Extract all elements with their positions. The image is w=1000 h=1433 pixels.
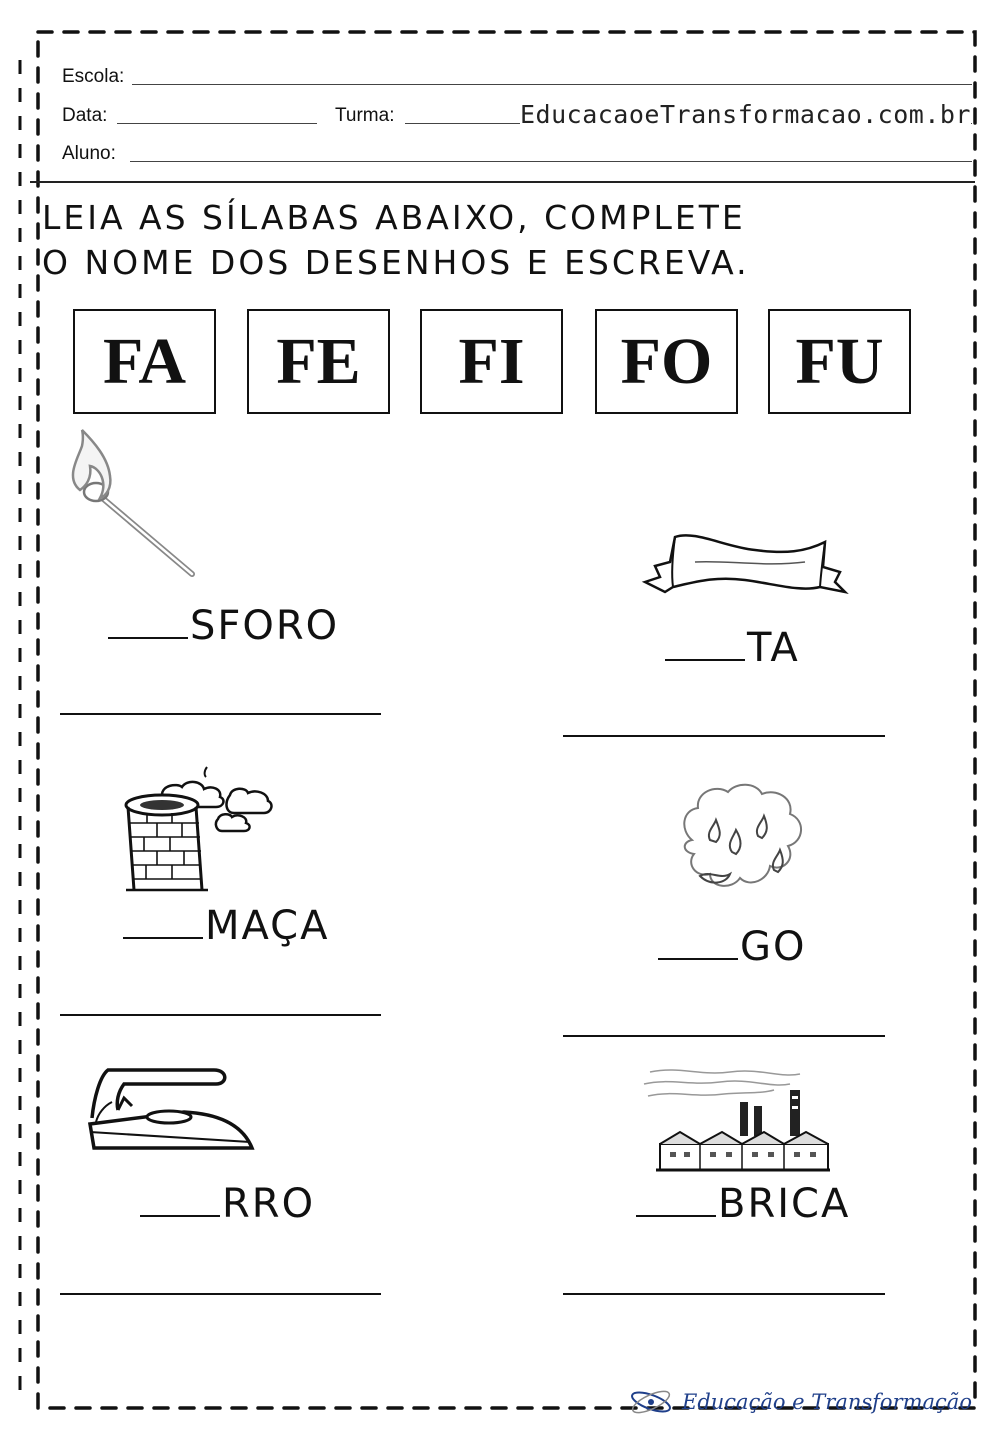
- syllable-box-fi: [420, 309, 563, 414]
- site-watermark: EducacaoeTransformacao.com.br: [520, 100, 971, 129]
- word-item-3[interactable]: [123, 903, 329, 949]
- syllable-box-fu: [768, 309, 911, 414]
- syllable-text: FI: [458, 324, 525, 398]
- factory-icon: [640, 1064, 832, 1174]
- word-item-4[interactable]: [658, 924, 806, 970]
- word-suffix: RRO: [222, 1181, 316, 1227]
- date-field[interactable]: [117, 123, 317, 124]
- syllable-box-fe: [247, 309, 390, 414]
- iron-icon: [84, 1062, 259, 1157]
- word-suffix: GO: [740, 924, 807, 970]
- header-divider: [30, 181, 975, 183]
- syllable-blank[interactable]: [658, 958, 738, 960]
- word-item-6[interactable]: [636, 1181, 850, 1227]
- student-field[interactable]: [130, 161, 972, 162]
- chimney-icon: [122, 765, 282, 895]
- class-label: Turma:: [335, 105, 395, 126]
- brand-name: Educação e Transformação: [682, 1390, 972, 1414]
- instruction-line-2: O NOME DOS DESENHOS E ESCREVA.: [42, 243, 750, 282]
- word-item-5[interactable]: [140, 1181, 315, 1227]
- syllable-blank[interactable]: [636, 1215, 716, 1217]
- write-line-item-4[interactable]: [563, 1035, 885, 1037]
- student-label: Aluno:: [62, 143, 116, 164]
- date-label: Data:: [62, 105, 108, 126]
- syllable-box-fo: [595, 309, 738, 414]
- syllable-text: FE: [276, 324, 361, 398]
- match-icon: [60, 428, 205, 578]
- word-suffix: BRICA: [718, 1181, 851, 1227]
- word-item-1[interactable]: [108, 603, 339, 649]
- atom-logo-icon: [628, 1385, 674, 1419]
- word-suffix: TA: [747, 625, 800, 671]
- word-item-2[interactable]: [665, 625, 800, 671]
- syllable-blank[interactable]: [108, 637, 188, 639]
- syllable-blank[interactable]: [665, 659, 745, 661]
- ribbon-icon: [635, 522, 860, 597]
- word-suffix: SFORO: [190, 603, 340, 649]
- write-line-item-1[interactable]: [60, 713, 381, 715]
- write-line-item-2[interactable]: [563, 735, 885, 737]
- syllable-blank[interactable]: [123, 937, 203, 939]
- write-line-item-3[interactable]: [60, 1014, 381, 1016]
- write-line-item-6[interactable]: [563, 1293, 885, 1295]
- school-label: Escola:: [62, 66, 125, 87]
- fire-icon: [670, 780, 815, 900]
- footer-brand: [628, 1385, 972, 1419]
- school-field[interactable]: [132, 84, 972, 85]
- syllable-blank[interactable]: [140, 1215, 220, 1217]
- syllable-text: FO: [620, 324, 713, 398]
- word-suffix: MAÇA: [205, 903, 330, 949]
- syllable-text: FA: [102, 324, 187, 398]
- write-line-item-5[interactable]: [60, 1293, 381, 1295]
- instruction-line-1: LEIA AS SÍLABAS ABAIXO, COMPLETE: [42, 198, 746, 237]
- syllable-text: FU: [795, 324, 884, 398]
- syllable-box-fa: [73, 309, 216, 414]
